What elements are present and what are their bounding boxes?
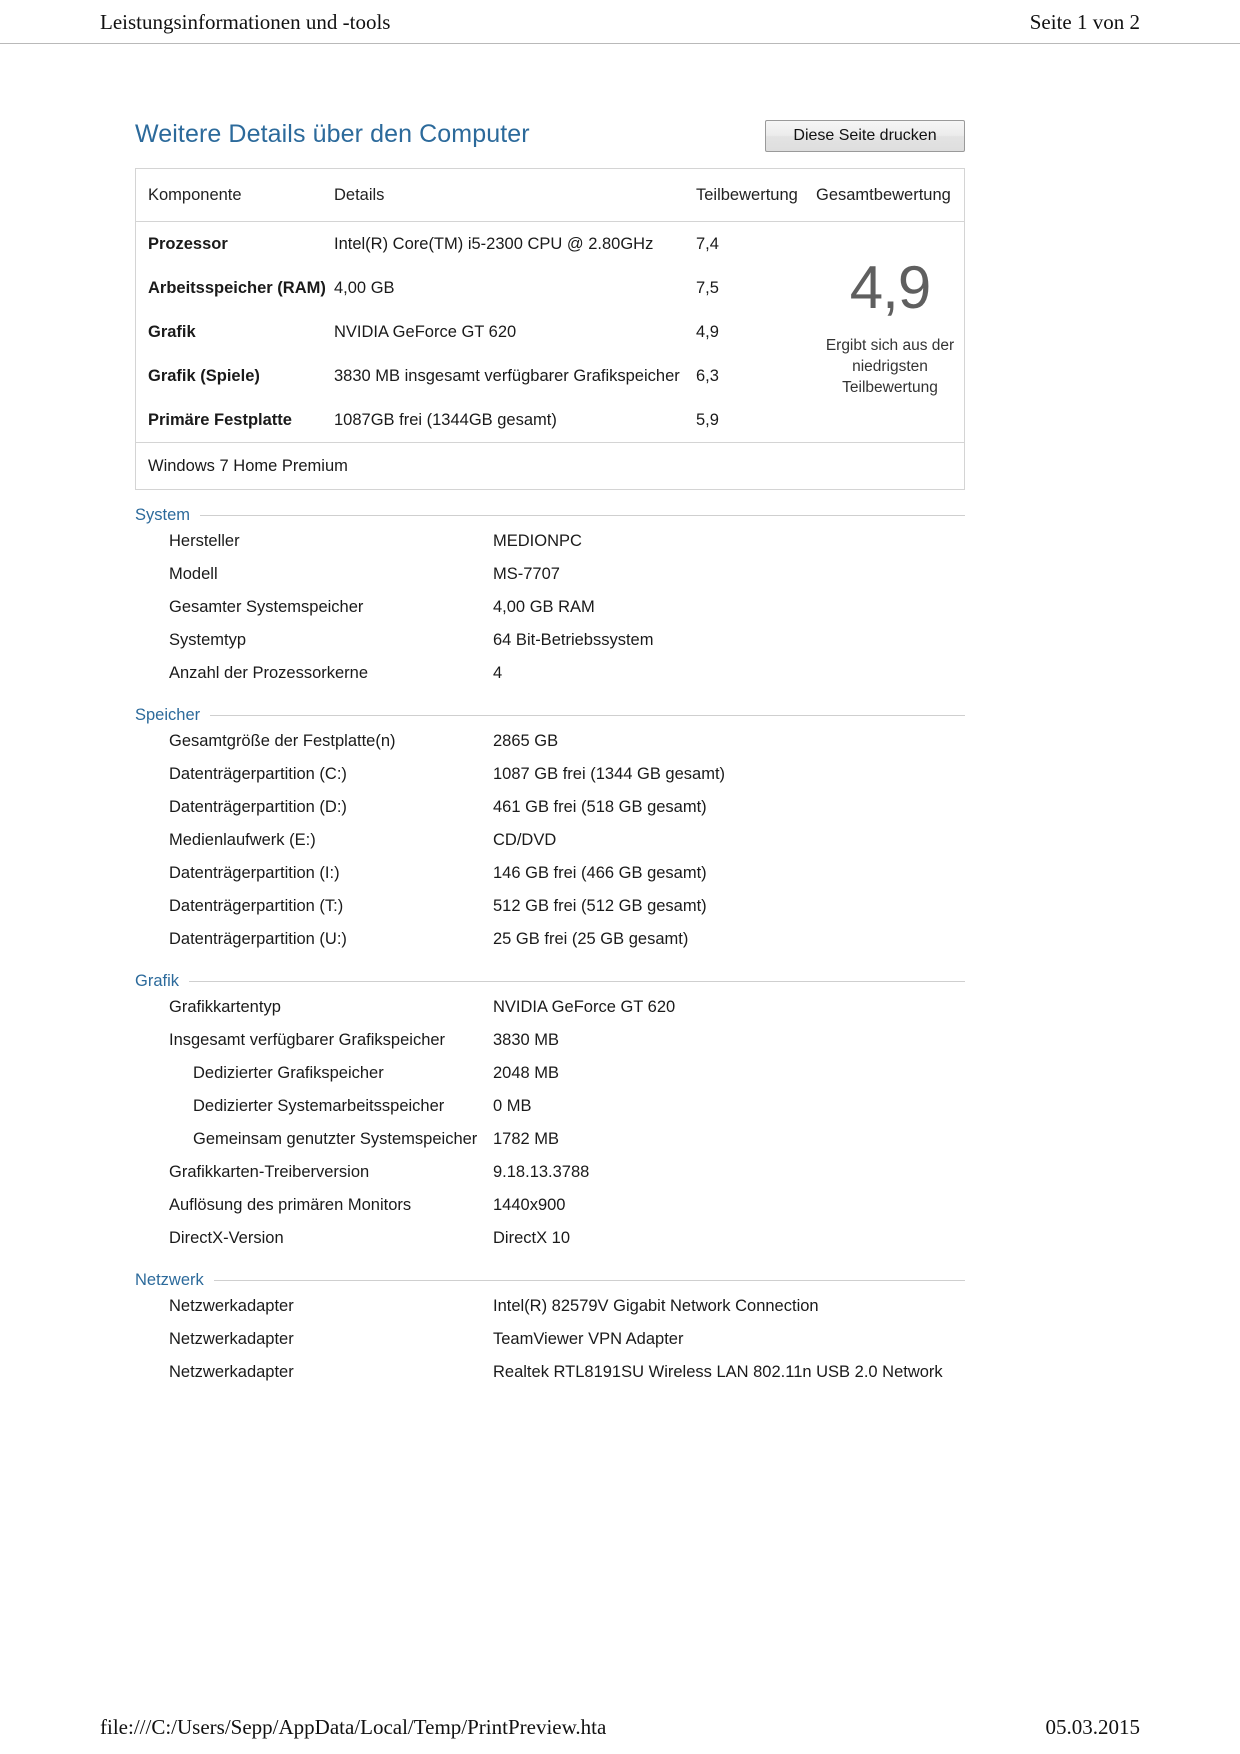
header-details: Details (334, 185, 385, 204)
detail-value: CD/DVD (493, 831, 557, 849)
detail-value: 2865 GB (493, 732, 559, 750)
print-page-button[interactable]: Diese Seite drucken (765, 120, 965, 152)
list-item (135, 923, 965, 956)
detail-value: DirectX 10 (493, 1229, 571, 1247)
detail-value: 1782 MB (493, 1130, 560, 1148)
page-title: Weitere Details über den Computer (135, 120, 530, 148)
detail-value: 1440x900 (493, 1196, 566, 1214)
list-item (135, 1290, 965, 1323)
detail-label: Gesamtgröße der Festplatte(n) (169, 732, 396, 750)
detail-value: NVIDIA GeForce GT 620 (493, 998, 676, 1016)
list-item (135, 890, 965, 923)
row-details: NVIDIA GeForce GT 620 (334, 322, 517, 341)
print-header-left: Leistungsinformationen und -tools (100, 9, 391, 34)
section-header (135, 1271, 965, 1290)
row-component: Grafik (148, 322, 196, 341)
detail-label: Netzwerkadapter (169, 1297, 294, 1315)
detail-label: Datenträgerpartition (C:) (169, 765, 347, 783)
table-row (136, 266, 816, 310)
section-header (135, 506, 965, 525)
ratings-table-body (136, 222, 964, 442)
list-item (135, 991, 965, 1024)
section-netzwerk (135, 1271, 965, 1389)
section-title: Speicher (135, 706, 201, 724)
detail-label: Insgesamt verfügbarer Grafikspeicher (169, 1031, 446, 1049)
table-row (136, 354, 816, 398)
section-speicher (135, 706, 965, 956)
section-divider (200, 515, 965, 516)
list-item (135, 824, 965, 857)
detail-label: Datenträgerpartition (T:) (169, 897, 344, 915)
list-item (135, 857, 965, 890)
list-item (135, 1156, 965, 1189)
print-header (0, 0, 1240, 44)
section-grafik (135, 972, 965, 1255)
detail-label: Dedizierter Systemarbeitsspeicher (193, 1097, 445, 1115)
detail-value: MS-7707 (493, 565, 560, 583)
detail-value: 4,00 GB RAM (493, 598, 595, 616)
print-footer-left: file:///C:/Users/Sepp/AppData/Local/Temp/PrintPreview.hta (100, 1715, 607, 1739)
print-header-right: Seite 1 von 2 (1029, 9, 1140, 34)
ratings-rows (136, 222, 816, 442)
ratings-table (135, 168, 965, 490)
detail-label: Dedizierter Grafikspeicher (193, 1064, 384, 1082)
print-footer-right: 05.03.2015 (1045, 1715, 1140, 1739)
header-komponente: Komponente (148, 185, 242, 204)
section-divider (189, 981, 965, 982)
title-row (135, 120, 965, 152)
section-header (135, 972, 965, 991)
header-gesamtbewertung: Gesamtbewertung (816, 185, 951, 204)
detail-value: 64 Bit-Betriebssystem (493, 631, 654, 649)
row-component: Primäre Festplatte (148, 410, 292, 429)
ratings-table-header (136, 169, 964, 222)
list-item (135, 657, 965, 690)
section-divider (214, 1280, 965, 1281)
detail-value: 1087 GB frei (1344 GB gesamt) (493, 765, 726, 783)
detail-label: Datenträgerpartition (D:) (169, 798, 347, 816)
list-item (135, 1222, 965, 1255)
list-item (135, 1189, 965, 1222)
print-header-divider (0, 43, 1240, 44)
list-item (135, 1356, 965, 1389)
detail-label: Medienlaufwerk (E:) (169, 831, 316, 849)
list-item (135, 591, 965, 624)
list-item (135, 725, 965, 758)
row-details: 3830 MB insgesamt verfügbarer Grafikspeicher (334, 366, 680, 385)
detail-value: 9.18.13.3788 (493, 1163, 590, 1181)
section-header (135, 706, 965, 725)
section-system (135, 506, 965, 690)
detail-label: Anzahl der Prozessorkerne (169, 664, 369, 682)
section-title: Grafik (135, 972, 180, 990)
list-item (135, 1323, 965, 1356)
detail-label: Auflösung des primären Monitors (169, 1196, 412, 1214)
detail-label: Grafikkarten-Treiberversion (169, 1163, 370, 1181)
detail-label: Datenträgerpartition (I:) (169, 864, 340, 882)
section-title: System (135, 506, 191, 524)
detail-label: Netzwerkadapter (169, 1330, 294, 1348)
page-content (135, 120, 965, 1389)
detail-value: Realtek RTL8191SU Wireless LAN 802.11n USB 2.0 Network (493, 1363, 943, 1381)
row-subscore: 4,9 (696, 322, 719, 341)
header-teilbewertung: Teilbewertung (696, 185, 798, 204)
detail-label: Modell (169, 565, 218, 583)
row-details: 1087GB frei (1344GB gesamt) (334, 410, 557, 429)
list-item (135, 791, 965, 824)
row-component: Arbeitsspeicher (RAM) (148, 278, 326, 297)
table-row (136, 398, 816, 442)
detail-value: TeamViewer VPN Adapter (493, 1330, 684, 1348)
row-component: Prozessor (148, 234, 228, 253)
list-item (135, 624, 965, 657)
list-item (135, 758, 965, 791)
detail-value: 146 GB frei (466 GB gesamt) (493, 864, 707, 882)
section-divider (210, 715, 965, 716)
row-details: Intel(R) Core(TM) i5-2300 CPU @ 2.80GHz (334, 234, 654, 253)
section-title: Netzwerk (135, 1271, 204, 1289)
list-item (135, 525, 965, 558)
list-item (135, 1057, 965, 1090)
row-details: 4,00 GB (334, 278, 395, 297)
detail-label: Gesamter Systemspeicher (169, 598, 364, 616)
overall-score-block (816, 222, 964, 442)
list-item (135, 1123, 965, 1156)
detail-label: Systemtyp (169, 631, 247, 649)
operating-system-row: Windows 7 Home Premium (136, 442, 964, 489)
detail-value: MEDIONPC (493, 532, 582, 550)
row-subscore: 7,4 (696, 234, 719, 253)
print-footer (0, 1715, 1240, 1740)
detail-label: Hersteller (169, 532, 240, 550)
detail-value: 4 (493, 664, 503, 682)
overall-score: 4,9 (849, 254, 931, 321)
list-item (135, 1024, 965, 1057)
row-subscore: 7,5 (696, 278, 719, 297)
detail-value: 0 MB (493, 1097, 532, 1115)
detail-value: 25 GB frei (25 GB gesamt) (493, 930, 689, 948)
detail-label: Gemeinsam genutzter Systemspeicher (193, 1130, 478, 1148)
overall-score-note: Ergibt sich aus der niedrigsten Teilbewertung (825, 337, 955, 396)
table-row (136, 310, 816, 354)
detail-value: 512 GB frei (512 GB gesamt) (493, 897, 707, 915)
detail-label: DirectX-Version (169, 1229, 284, 1247)
detail-value: 3830 MB (493, 1031, 560, 1049)
detail-label: Grafikkartentyp (169, 998, 281, 1016)
row-subscore: 5,9 (696, 410, 719, 429)
detail-value: 461 GB frei (518 GB gesamt) (493, 798, 707, 816)
detail-label: Datenträgerpartition (U:) (169, 930, 347, 948)
list-item (135, 558, 965, 591)
table-row (136, 222, 816, 266)
detail-label: Netzwerkadapter (169, 1363, 294, 1381)
row-component: Grafik (Spiele) (148, 366, 260, 385)
detail-value: 2048 MB (493, 1064, 560, 1082)
detail-value: Intel(R) 82579V Gigabit Network Connection (493, 1297, 819, 1315)
list-item (135, 1090, 965, 1123)
row-subscore: 6,3 (696, 366, 719, 385)
